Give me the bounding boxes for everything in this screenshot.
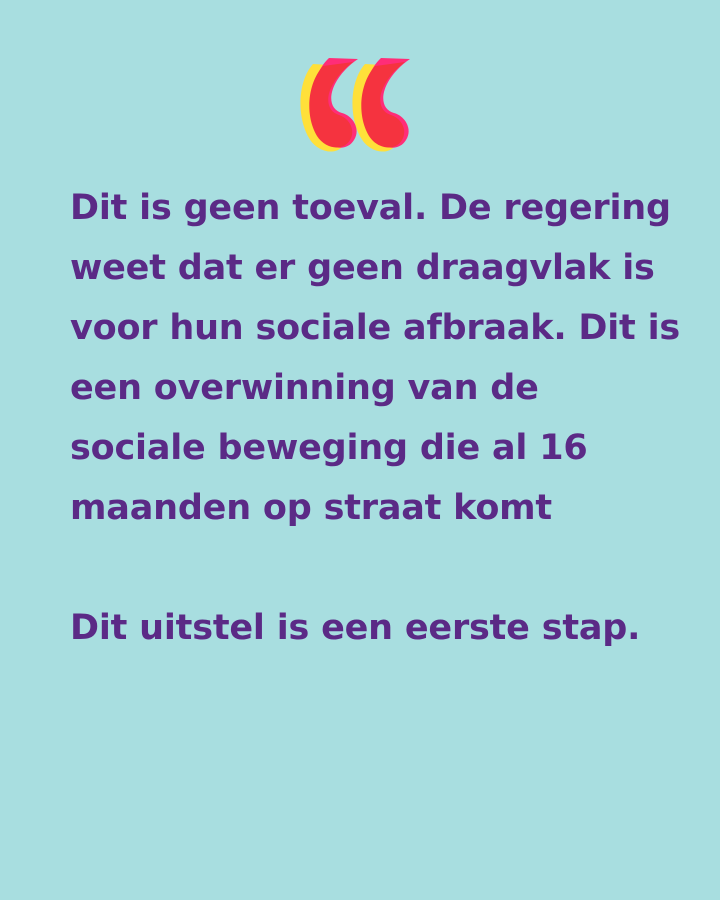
quote-line: een overwinning van de (70, 368, 539, 408)
quote-line: maanden op straat komt (70, 488, 552, 528)
paragraph-spacer (70, 538, 670, 598)
quote-line: weet dat er geen draagvlak is (70, 248, 655, 288)
quote-text-block (70, 178, 680, 658)
quote-line: Dit is geen toeval. De regering (70, 188, 671, 228)
quote-line: sociale beweging die al 16 (70, 428, 588, 468)
quote-line: voor hun sociale afbraak. Dit is (70, 308, 680, 348)
quote-closing-line: Dit uitstel is een eerste stap. (70, 608, 641, 648)
quotation-mark-icon (295, 52, 425, 162)
